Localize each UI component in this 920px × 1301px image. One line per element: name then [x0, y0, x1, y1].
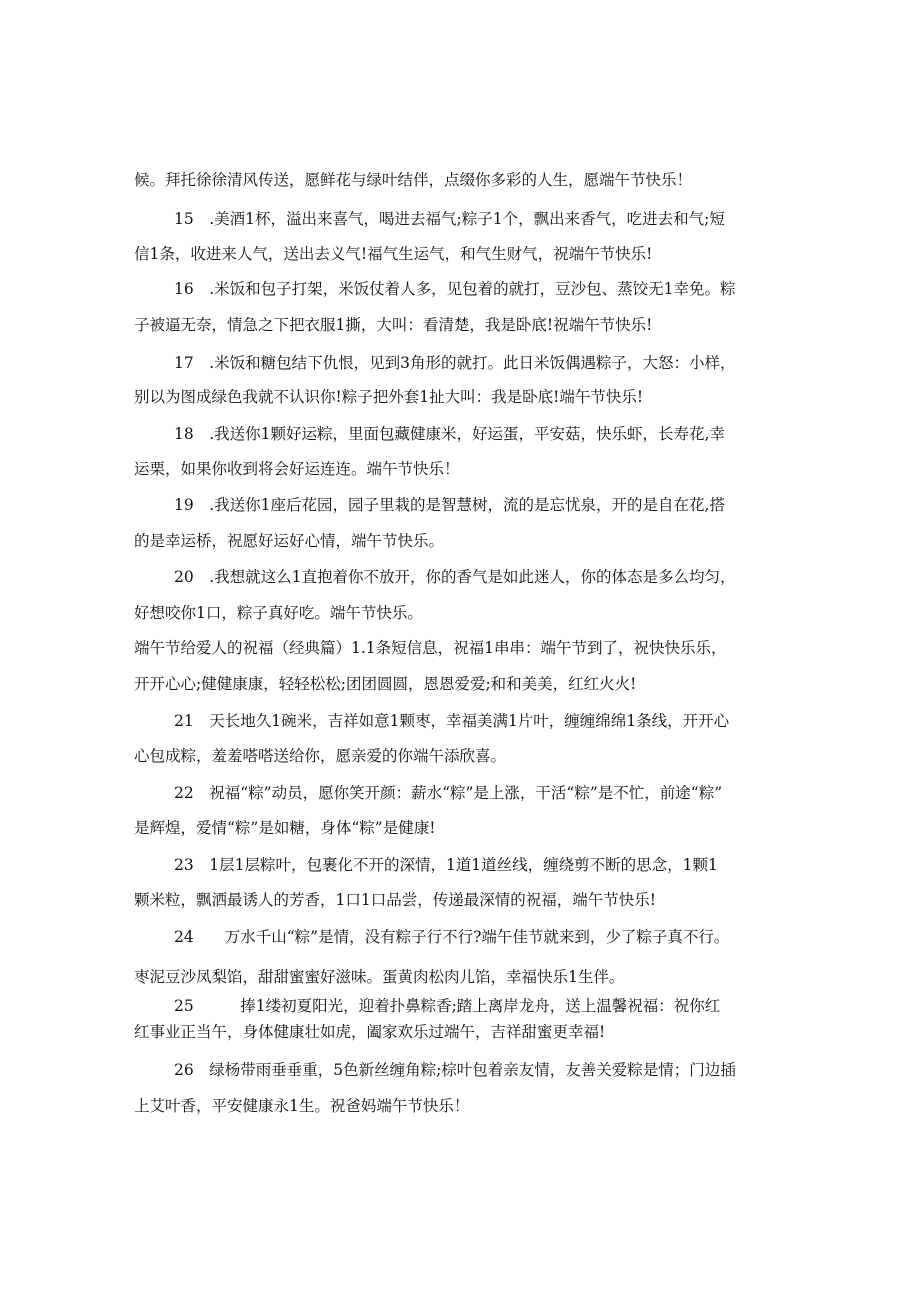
text-line: 上艾叶香，平安健康永1生。祝爸妈端午节快乐！	[134, 1097, 470, 1115]
text-line: 颗米粒，飘洒最诱人的芳香，1口1口品尝，传递最深情的祝福，端午节快乐!	[134, 891, 656, 909]
text-line: 20 .我想就这么1直抱着你不放开，你的香气是如此迷人，你的体态是多么均匀，	[174, 568, 736, 586]
text-line: 17 .米饭和糖包结下仇恨，见到3角形的就打。此日米饭偶遇粽子，大怒：小样，	[174, 354, 736, 372]
text-line: 端午节给爱人的祝福（经典篇）1.1条短信息，祝福1串串：端午节到了，祝快快乐乐，	[134, 639, 727, 657]
text-line: 别以为图成绿色我就不认识你!粽子把外套1扯大叫：我是卧底!端午节快乐!	[134, 388, 644, 406]
text-line: 运栗，如果你收到将会好运连连。端午节快乐！	[134, 460, 460, 478]
text-line: 21 天长地久1碗米，吉祥如意1颗枣，幸福美满1片叶，缠缠绵绵1条线，开开心	[174, 712, 730, 730]
text-line: 16 .米饭和包子打架，米饭仗着人多，见包着的就打，豆沙包、蒸饺无1幸免。粽	[174, 280, 736, 298]
text-line: 红事业正当午，身体健康壮如虎，阖家欢乐过端午，吉祥甜蜜更幸福!	[134, 1023, 606, 1041]
text-line: 25 捧1缕初夏阳光，迎着扑鼻粽香;踏上离岸龙舟，送上温馨祝福：祝你红	[174, 997, 721, 1015]
text-line: 是辉煌，爱情“粽”是如糖，身体“粽”是健康!	[134, 819, 436, 837]
text-line: 19 .我送你1座后花园，园子里栽的是智慧树，流的是忘忧泉，开的是自在花,搭	[174, 496, 725, 514]
text-line: 22 祝福“粽”动员，愿你笑开颜：薪水“粽”是上涨，干活“粽”是不忙，前途“粽”	[174, 784, 723, 802]
text-line: 18 .我送你1颗好运粽，里面包藏健康米，好运蛋，平安菇，快乐虾，长寿花,幸	[174, 425, 725, 443]
text-line: 26 绿杨带雨垂垂重，5色新丝缠角粽;棕叶包着亲友情，友善关爱粽是情；门边插	[174, 1061, 736, 1079]
text-line: 枣泥豆沙凤梨馅，甜甜蜜蜜好滋味。蛋黄肉松肉儿馅，幸福快乐1生伴。	[134, 968, 625, 986]
text-line: 好想咬你1口，粽子真好吃。端午节快乐。	[134, 604, 423, 622]
text-line: 的是幸运桥，祝愿好运好心情，端午节快乐。	[134, 532, 445, 550]
text-line: 15 .美酒1杯，溢出来喜气，喝进去福气;粽子1个，飘出来香气，吃进去和气;短	[174, 210, 725, 228]
text-line: 子被逼无奈，情急之下把衣服1撕，大叫：看清楚，我是卧底!祝端午节快乐!	[134, 316, 653, 334]
text-line: 心包成粽，羞羞嗒嗒送给你，愿亲爱的你端午添欣喜。	[134, 747, 507, 765]
text-line: 信1条，收进来人气，送出去义气!福气生运气，和气生财气，祝端午节快乐!	[134, 245, 653, 263]
text-line: 候。拜托徐徐清风传送，愿鲜花与绿叶结伴，点缀你多彩的人生，愿端午节快乐！	[134, 171, 693, 189]
text-line: 开开心心;健健康康，轻轻松松;团团圆圆，恩恩爱爱;和和美美，红红火火!	[134, 675, 637, 693]
text-line: 23 1层1层粽叶，包裹化不开的深情，1道1道丝线，缠绕剪不断的思念，1颗1	[174, 856, 718, 874]
text-line: 24 万水千山“粽”是情，没有粽子行不行?端午佳节就来到，少了粽子真不行。	[174, 928, 730, 946]
